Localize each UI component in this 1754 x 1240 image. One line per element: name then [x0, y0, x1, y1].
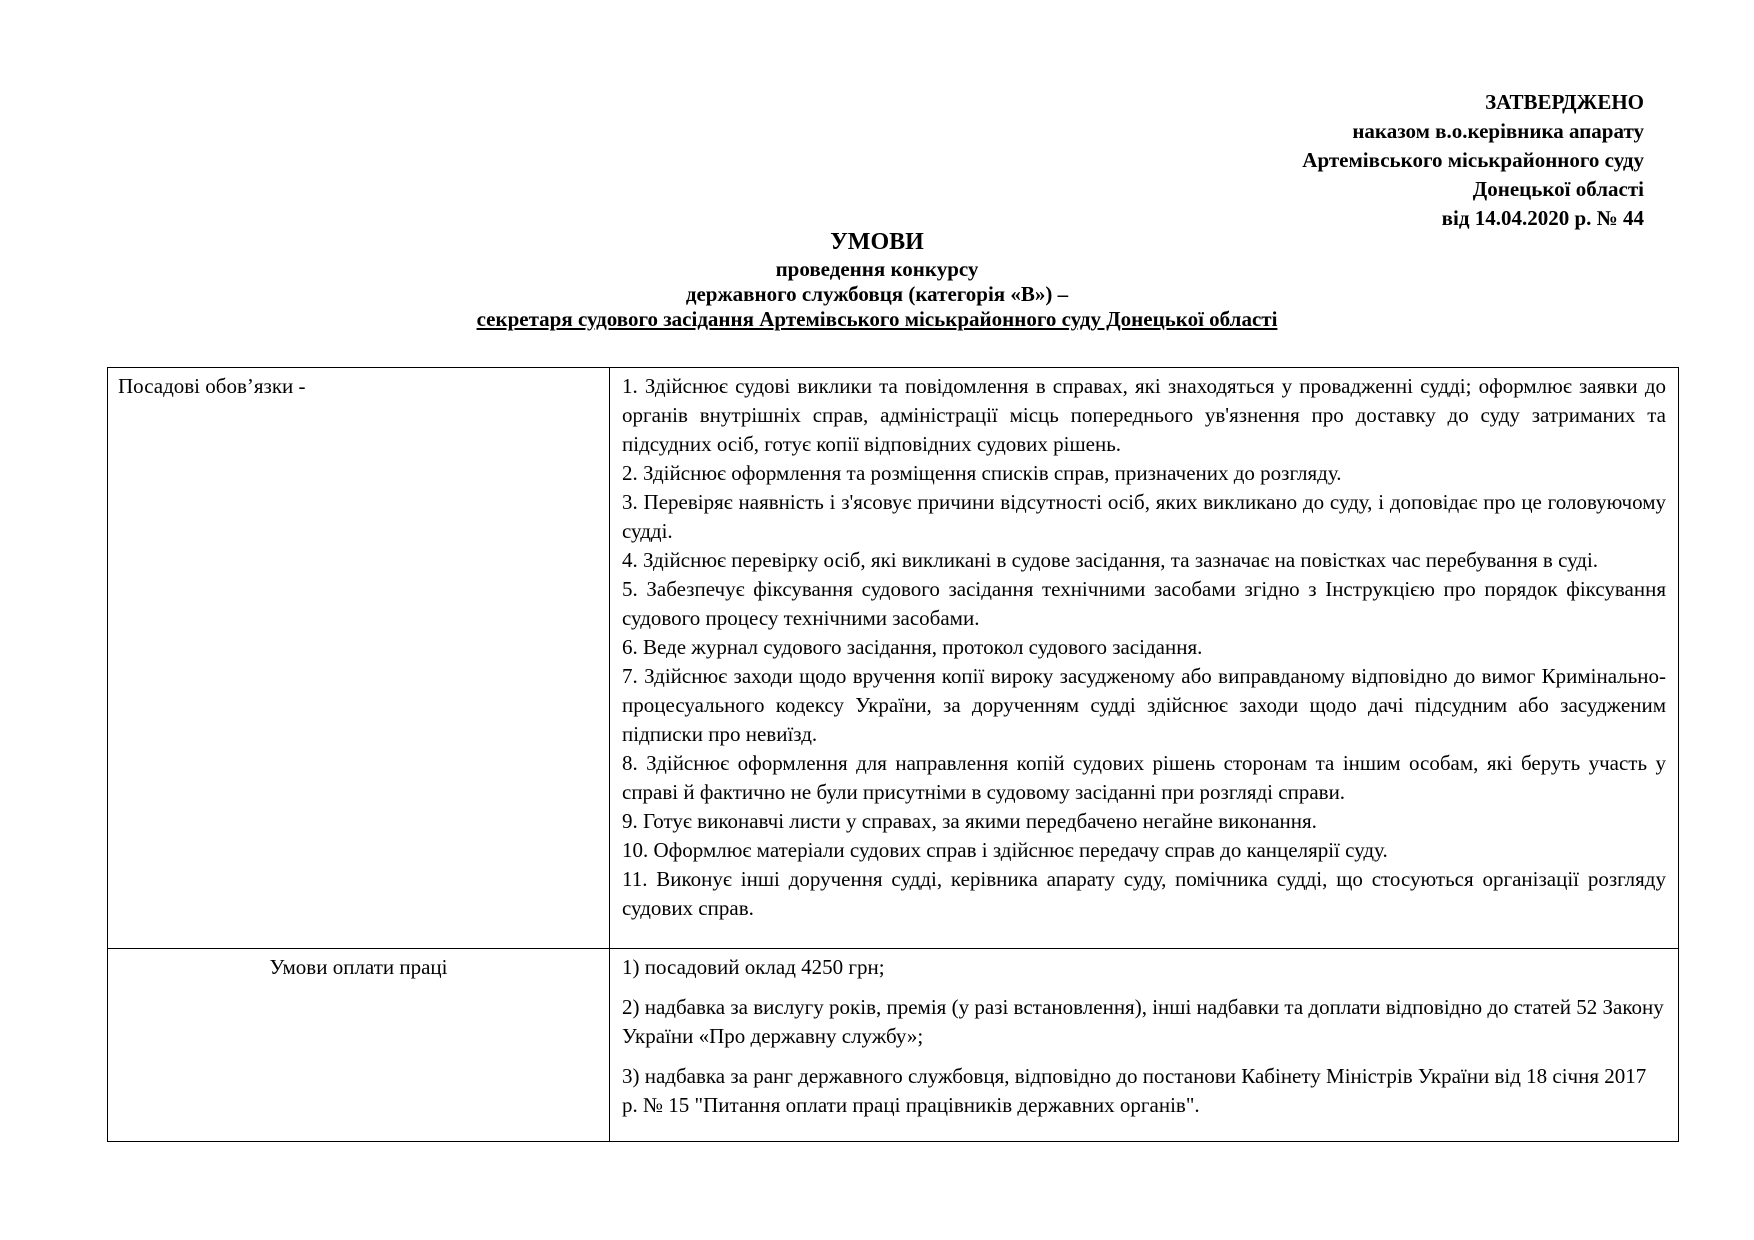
pay-label: Умови оплати праці [269, 955, 448, 979]
duty-item: 2. Здійснює оформлення та розміщення списків справ, призначених до розгляду. [622, 461, 1342, 485]
duty-item: 3. Перевіряє наявність і з'ясовує причини відсутності осіб, яких викликано до суду, і доповідає про це головуючому судді. [622, 490, 1666, 543]
approval-title: ЗАТВЕРДЖЕНО [1485, 90, 1644, 114]
pay-item: 2) надбавка за вислугу років, премія (у разі встановлення), інші надбавки та доплати відповідно до статей 52 Закону України «Про державну службу»; [622, 995, 1664, 1048]
pay-item: 3) надбавка за ранг державного службовця, відповідно до постанови Кабінету Міністрів України від 18 січня 2017 р. № 15 "Питання оплати праці працівників державних органів". [622, 1064, 1647, 1117]
document-heading [0, 228, 1754, 332]
document-subtitle: проведення конкурсу [775, 257, 979, 281]
position-name: секретаря судового засідання Артемівського міськрайонного суду Донецької області [476, 307, 1278, 331]
duty-item: 11. Виконує інші доручення судді, керівника апарату суду, помічника судді, що стосуються організації розгляду судових справ. [622, 867, 1666, 920]
approval-stamp [1302, 88, 1644, 233]
duty-item: 10. Оформлює матеріали судових справ і здійснює передачу справ до канцелярії суду. [622, 838, 1388, 862]
pay-item: 1) посадовий оклад 4250 грн; [622, 955, 885, 979]
approval-date-number: від 14.04.2020 р. № 44 [1441, 206, 1644, 230]
duties-label: Посадові обов’язки - [118, 374, 306, 398]
duty-item: 9. Готує виконавчі листи у справах, за якими передбачено негайне виконання. [622, 809, 1317, 833]
pay-content-cell [610, 949, 1679, 1142]
duties-content-cell [610, 368, 1679, 949]
duty-item: 1. Здійснює судові виклики та повідомлення в справах, які знаходяться у провадженні судді; оформлює заявки до органів внутрішніх справ, адміністрації місць попереднього ув'язнення про доставку до суду затриманих та підсудних осіб, готує копії відповідних судових рішень. [622, 374, 1666, 456]
pay-label-cell [108, 949, 610, 1142]
conditions-table [107, 367, 1679, 1142]
approval-order: наказом в.о.керівника апарату [1352, 119, 1644, 143]
position-category: державного службовця (категорія «В») – [685, 282, 1069, 306]
table-row-duties [108, 368, 1679, 949]
document-title: УМОВИ [830, 229, 924, 255]
duty-item: 4. Здійснює перевірку осіб, які викликані в судове засідання, та зазначає на повістках час перебування в суді. [622, 548, 1599, 572]
duty-item: 6. Веде журнал судового засідання, протокол судового засідання. [622, 635, 1203, 659]
table-row-pay [108, 949, 1679, 1142]
duties-label-cell [108, 368, 610, 949]
duty-item: 8. Здійснює оформлення для направлення копій судових рішень сторонам та іншим особам, які беруть участь у справі й фактично не були присутніми в судовому засіданні при розгляді справи. [622, 751, 1666, 804]
duty-item: 7. Здійснює заходи щодо вручення копії вироку засудженому або виправданому відповідно до вимог Кримінально-процесуального кодексу України, за дорученням судді здійснює заходи щодо дачі підсудним або засудженим підписки про невиїзд. [622, 664, 1666, 746]
duty-item: 5. Забезпечує фіксування судового засідання технічними засобами згідно з Інструкцією про порядок фіксування судового процесу технічними засобами. [622, 577, 1666, 630]
approval-court: Артемівського міськрайонного суду [1302, 148, 1644, 172]
approval-region: Донецької області [1472, 177, 1644, 201]
